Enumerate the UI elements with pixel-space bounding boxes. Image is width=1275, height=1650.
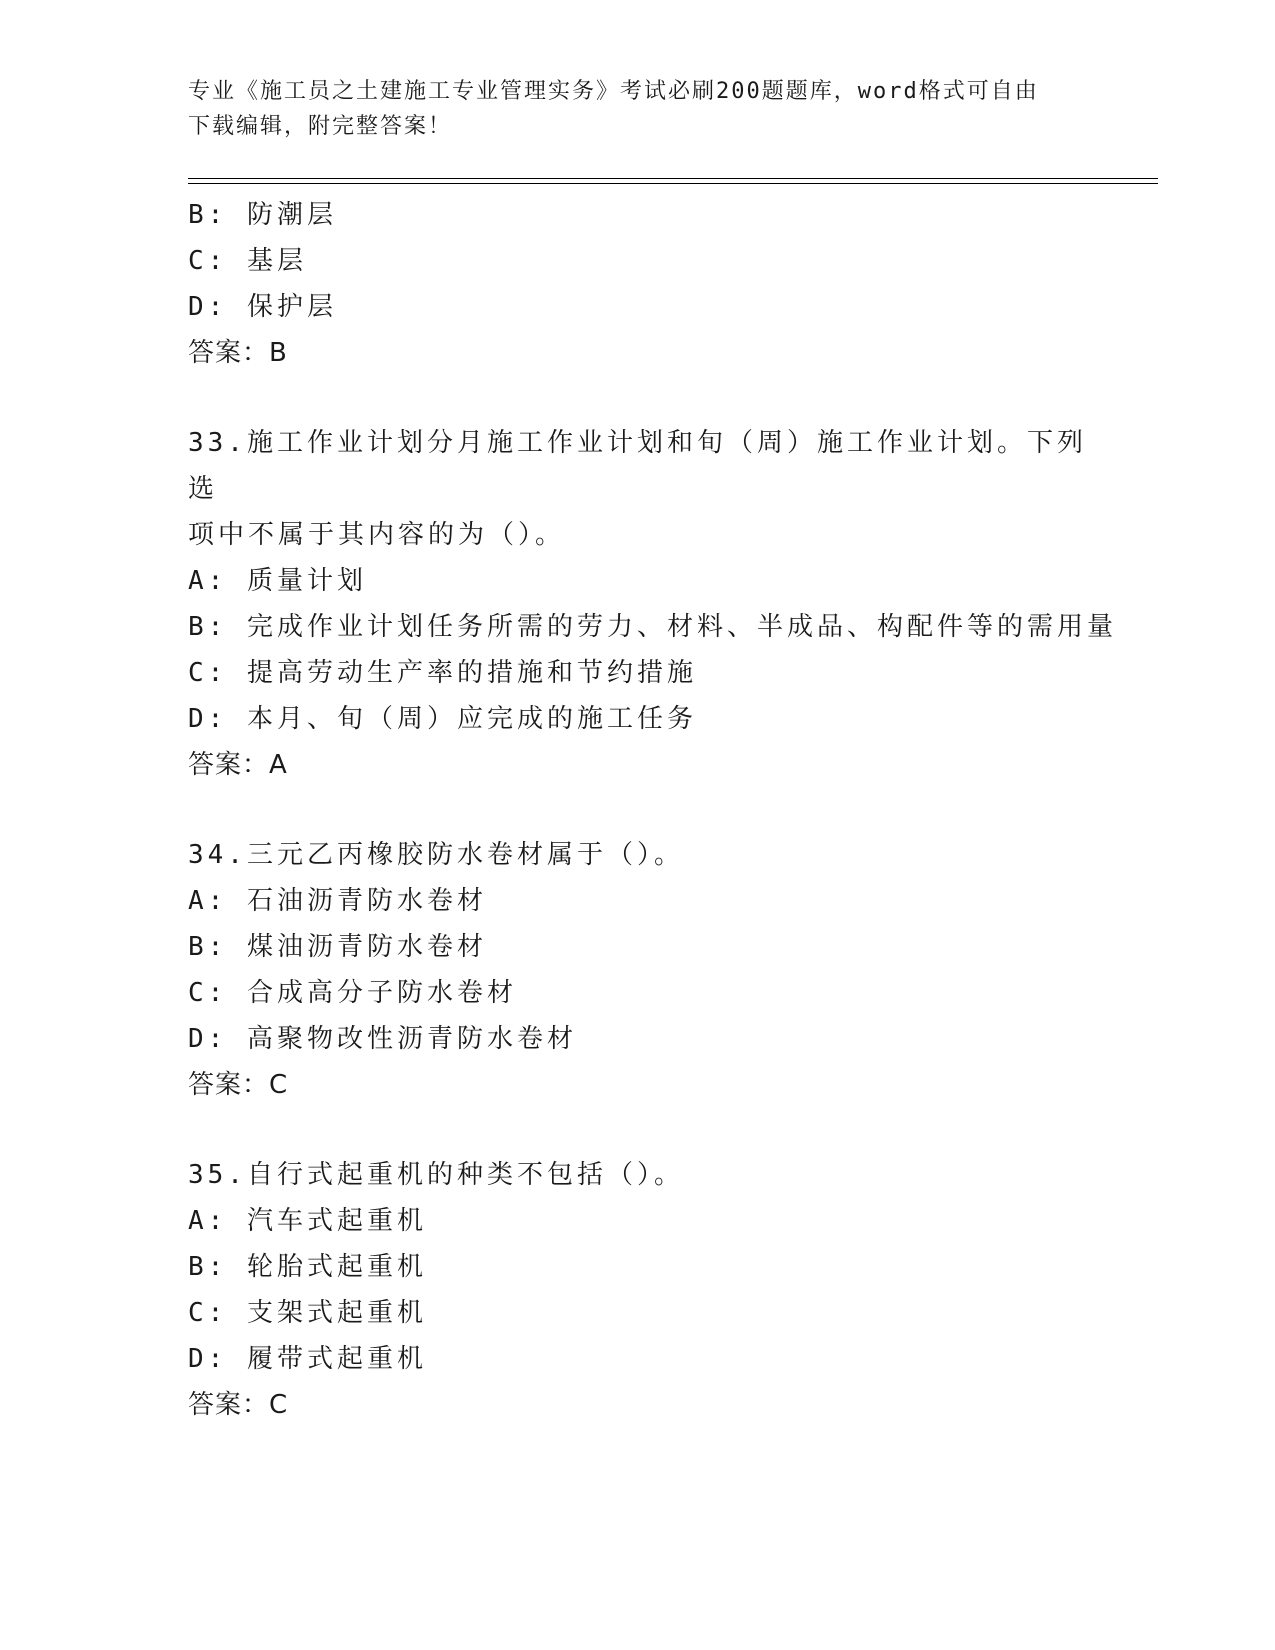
option-c: C: 提高劳动生产率的措施和节约措施 [188,658,697,688]
question-stem: 35.自行式起重机的种类不包括（）。 [188,1160,684,1190]
header-rule-bottom [188,183,1158,184]
option-b: B: 轮胎式起重机 [188,1252,427,1282]
header-line-2: 下载编辑，附完整答案！ [188,114,453,139]
option-d: D: 高聚物改性沥青防水卷材 [188,1024,577,1054]
question-stem: 33.施工作业计划分月施工作业计划和旬（周）施工作业计划。下列选 [188,428,1087,504]
option-a: A: 石油沥青防水卷材 [188,886,487,916]
option-c: C: 合成高分子防水卷材 [188,978,517,1008]
header-rule-top [188,178,1158,179]
question-32-continued [188,192,1088,376]
question-list [188,192,1117,1428]
spacer [188,1108,1088,1152]
question-33 [188,420,1117,788]
answer: 答案：C [188,1070,289,1100]
question-35 [188,1152,1088,1428]
question-34 [188,832,1088,1108]
answer: 答案：C [188,1390,289,1420]
option-d: D: 履带式起重机 [188,1344,427,1374]
option-b: B: 完成作业计划任务所需的劳力、材料、半成品、构配件等的需用量 [188,612,1117,642]
option-d: D: 保护层 [188,292,337,322]
spacer [188,376,1088,420]
spacer [188,788,1088,832]
question-stem-cont: 项中不属于其内容的为（）。 [188,520,566,550]
option-d: D: 本月、旬（周）应完成的施工任务 [188,704,697,734]
header-line-1: 专业《施工员之土建施工专业管理实务》考试必刷200题题库，word格式可自由 [188,79,1039,104]
answer: 答案：A [188,750,288,780]
option-a: A: 质量计划 [188,566,367,596]
option-c: C: 支架式起重机 [188,1298,427,1328]
option-c: C: 基层 [188,246,307,276]
document-header [188,74,1088,144]
answer: 答案：B [188,338,288,368]
question-stem: 34.三元乙丙橡胶防水卷材属于（）。 [188,840,684,870]
option-b: B: 防潮层 [188,200,337,230]
option-b: B: 煤油沥青防水卷材 [188,932,487,962]
option-a: A: 汽车式起重机 [188,1206,427,1236]
